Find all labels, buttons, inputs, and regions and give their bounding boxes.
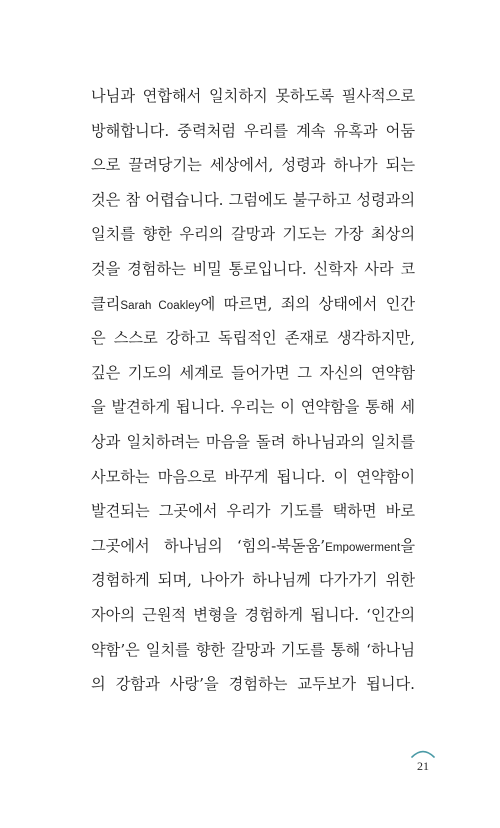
text-segment: 일치를 향한 우리의 갈망과 기도는 가장 최상의 bbox=[91, 225, 415, 244]
text-segment: 은 스스로 강하고 독립적인 존재로 생각하지만, bbox=[91, 329, 415, 348]
text-line bbox=[91, 224, 415, 259]
text-line bbox=[91, 467, 415, 502]
page-arc-ornament-icon bbox=[410, 748, 436, 758]
text-line bbox=[91, 501, 415, 536]
body-paragraph bbox=[91, 86, 415, 709]
text-segment: 방해합니다. 중력처럼 우리를 계속 유혹과 어둠 bbox=[91, 121, 415, 140]
text-segment: 것을 경험하는 비밀 통로입니다. 신학자 사라 코 bbox=[91, 259, 415, 278]
text-line bbox=[91, 328, 415, 363]
text-line bbox=[91, 155, 415, 190]
text-segment: 경험하게 되며, 나아가 하나님께 다가가기 위한 bbox=[91, 571, 415, 590]
text-segment: 클리 bbox=[91, 294, 121, 313]
text-segment: 것은 참 어렵습니다. 그럼에도 불구하고 성령과의 bbox=[91, 190, 415, 209]
text-segment: 에 따르면, 죄의 상태에서 인간 bbox=[200, 294, 415, 313]
latin-gloss: Empowerment bbox=[325, 541, 401, 554]
text-line bbox=[91, 190, 415, 225]
text-line bbox=[91, 121, 415, 156]
text-line bbox=[91, 570, 415, 605]
text-line bbox=[91, 294, 415, 329]
text-segment: 사모하는 마음으로 바꾸게 됩니다. 이 연약함이 bbox=[91, 467, 415, 486]
text-segment: 발견되는 그곳에서 우리가 기도를 택하면 바로 bbox=[91, 502, 415, 521]
text-line bbox=[91, 432, 415, 467]
text-segment: 의 강함과 사랑’을 경험하는 교두보가 됩니다. bbox=[91, 675, 415, 694]
text-segment: 을 발견하게 됩니다. 우리는 이 연약함을 통해 세 bbox=[91, 398, 415, 417]
text-segment: 을 bbox=[400, 536, 415, 555]
text-line bbox=[91, 397, 415, 432]
text-line bbox=[91, 674, 415, 709]
latin-gloss: Sarah Coakley bbox=[120, 299, 201, 312]
text-segment: 나님과 연합해서 일치하지 못하도록 필사적으로 bbox=[91, 87, 415, 105]
text-segment: 약함’은 일치를 향한 갈망과 기도를 통해 ‘하나님 bbox=[91, 640, 415, 659]
text-segment: 그곳에서 하나님의 ‘힘의-북돋움’ bbox=[91, 536, 326, 555]
text-segment: 깊은 기도의 세계로 들어가면 그 자신의 연약함 bbox=[91, 363, 415, 382]
text-line bbox=[91, 259, 415, 294]
text-line bbox=[91, 86, 415, 121]
page-number: 21 bbox=[417, 759, 429, 773]
text-segment: 자아의 근원적 변형을 경험하게 됩니다. ‘인간의 bbox=[91, 605, 415, 624]
text-segment: 으로 끌려당기는 세상에서, 성령과 하나가 되는 bbox=[91, 156, 415, 175]
text-line bbox=[91, 536, 415, 571]
text-line bbox=[91, 640, 415, 675]
text-line bbox=[91, 605, 415, 640]
text-line bbox=[91, 363, 415, 398]
page-footer bbox=[404, 748, 444, 778]
text-segment: 상과 일치하려는 마음을 돌려 하나님과의 일치를 bbox=[91, 432, 415, 451]
